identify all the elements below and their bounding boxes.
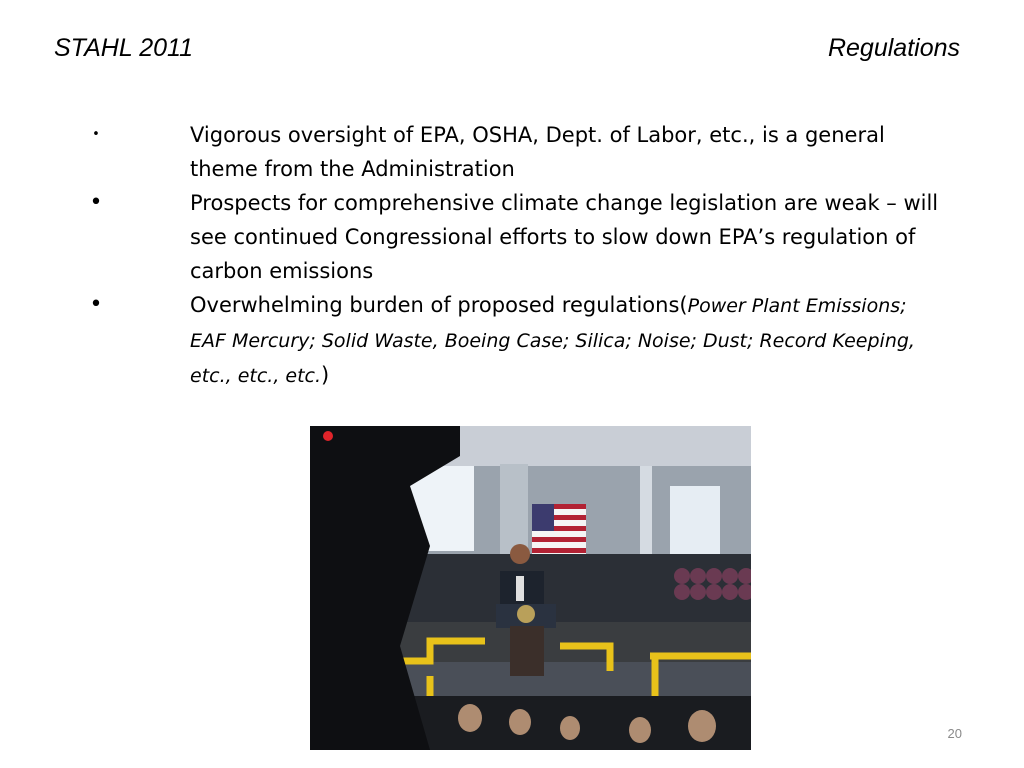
page-number: 20	[947, 726, 962, 741]
slide-header-left: STAHL 2011	[54, 34, 193, 62]
bullet-text: Prospects for comprehensive climate change legislation are weak – will see continued Congressional efforts to slow down EPA’s regulation of carbon emissions	[190, 191, 939, 283]
bullet-list	[82, 118, 942, 393]
open-paren: (	[679, 293, 688, 317]
bullet-marker: •	[89, 292, 103, 317]
close-paren: )	[321, 363, 330, 387]
bullet-marker: •	[89, 190, 103, 215]
speaker-photo	[310, 426, 751, 750]
bullet-marker: •	[92, 127, 100, 142]
bullet-item-regulation-burden	[82, 288, 942, 393]
photo-illustration	[310, 426, 751, 750]
bullet-item-oversight	[82, 118, 942, 186]
bullet-item-climate-legislation	[82, 186, 942, 288]
bullet-text: Vigorous oversight of EPA, OSHA, Dept. of Labor, etc., is a general theme from the Administration	[190, 123, 885, 181]
flag-image	[532, 504, 586, 556]
slide-header-title: Regulations	[827, 34, 960, 62]
bullet-text: Overwhelming burden of proposed regulations	[190, 293, 680, 317]
regulation-list: Power Plant Emissions; EAF Mercury; Solid Waste, Boeing Case; Silica; Noise; Dust; Record Keeping, etc., etc., etc.	[190, 295, 915, 387]
